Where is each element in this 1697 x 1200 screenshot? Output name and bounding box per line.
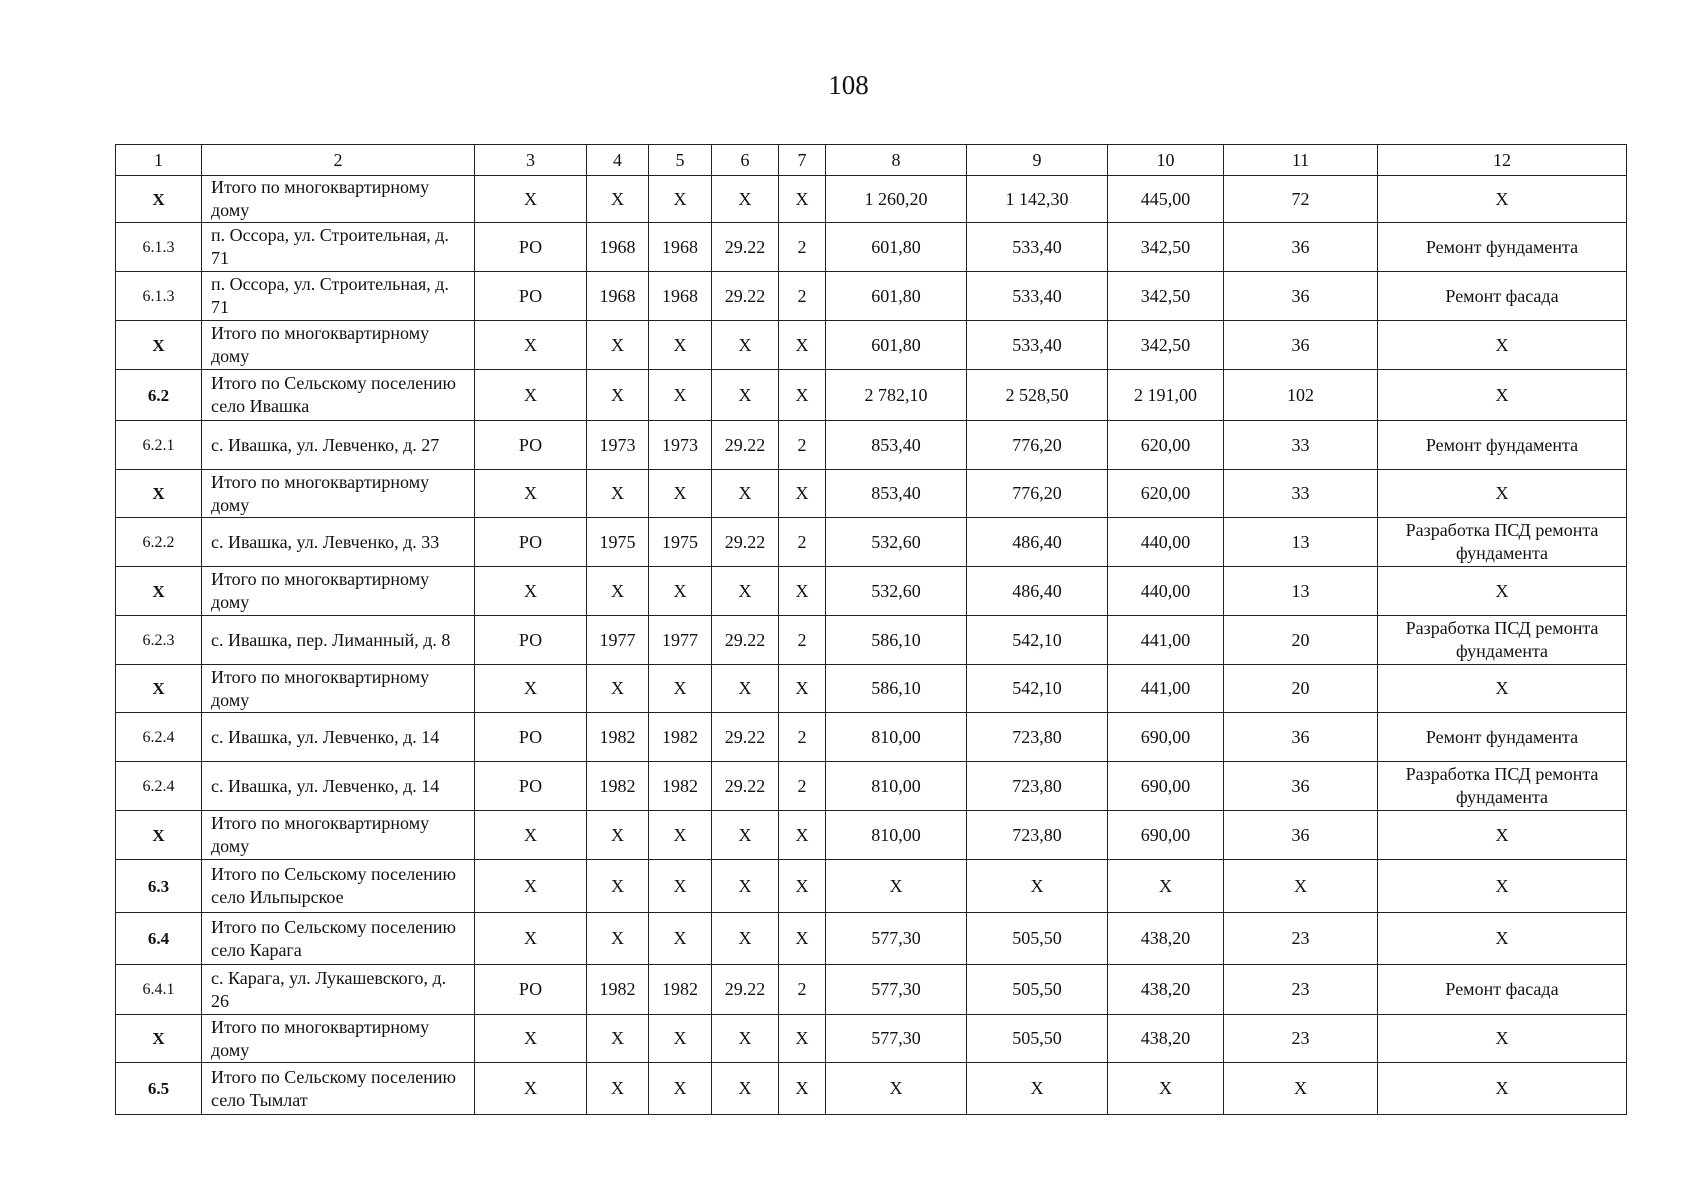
housing-repair-table	[115, 144, 1627, 1115]
table-cell: Х	[475, 567, 587, 616]
table-cell: 1982	[649, 762, 712, 811]
table-cell: 2	[779, 518, 826, 567]
table-cell: Х	[475, 811, 587, 860]
column-number-cell: 4	[587, 145, 649, 176]
table-cell: РО	[475, 616, 587, 665]
table-cell: Х	[649, 665, 712, 713]
table-cell: Х	[1224, 860, 1378, 913]
row-number-cell: 6.2	[116, 370, 202, 421]
table-cell: 505,50	[967, 913, 1108, 965]
table-cell: 532,60	[826, 518, 967, 567]
column-number-cell: 5	[649, 145, 712, 176]
address-cell: с. Ивашка, ул. Левченко, д. 27	[202, 421, 475, 470]
table-cell: 29.22	[712, 223, 779, 272]
table-cell: 853,40	[826, 421, 967, 470]
address-cell: с. Карага, ул. Лукашевского, д. 26	[202, 965, 475, 1015]
table-cell: 29.22	[712, 616, 779, 665]
table-row	[116, 713, 1627, 762]
table-cell: Х	[649, 370, 712, 421]
table-cell: 577,30	[826, 913, 967, 965]
table-cell: РО	[475, 965, 587, 1015]
table-cell: 486,40	[967, 567, 1108, 616]
address-cell: п. Оссора, ул. Строительная, д. 71	[202, 223, 475, 272]
table-cell: Х	[649, 1063, 712, 1115]
table-cell: Х	[649, 913, 712, 965]
table-cell: РО	[475, 272, 587, 321]
table-cell: Разработка ПСД ремонта фундамента	[1378, 518, 1627, 567]
address-cell: Итого по многоквартирному дому	[202, 811, 475, 860]
table-cell: 533,40	[967, 321, 1108, 370]
table-cell: Ремонт фундамента	[1378, 421, 1627, 470]
table-cell: 438,20	[1108, 913, 1224, 965]
table-cell: 13	[1224, 567, 1378, 616]
column-number-row	[116, 145, 1627, 176]
table-cell: Х	[1378, 913, 1627, 965]
table-cell: 20	[1224, 616, 1378, 665]
table-cell: Х	[1378, 321, 1627, 370]
address-cell: с. Ивашка, ул. Левченко, д. 14	[202, 713, 475, 762]
row-number-cell: 6.4.1	[116, 965, 202, 1015]
row-number-cell: Х	[116, 567, 202, 616]
table-row	[116, 860, 1627, 913]
address-cell: Итого по Сельскому поселению село Ивашка	[202, 370, 475, 421]
table-cell: 440,00	[1108, 518, 1224, 567]
table-cell: 36	[1224, 713, 1378, 762]
table-cell: Х	[712, 470, 779, 518]
table-cell: 723,80	[967, 811, 1108, 860]
table-cell: Х	[712, 1015, 779, 1063]
row-number-cell: 6.2.4	[116, 762, 202, 811]
table-cell: 690,00	[1108, 713, 1224, 762]
table-cell: 36	[1224, 272, 1378, 321]
table-cell: 2	[779, 616, 826, 665]
table-cell: Ремонт фасада	[1378, 272, 1627, 321]
table-cell: Х	[587, 370, 649, 421]
table-cell: 1973	[649, 421, 712, 470]
table-row	[116, 518, 1627, 567]
table-cell: 2	[779, 965, 826, 1015]
table-cell: 23	[1224, 965, 1378, 1015]
row-number-cell: 6.2.4	[116, 713, 202, 762]
table-cell: 853,40	[826, 470, 967, 518]
table-cell: Х	[587, 470, 649, 518]
table-cell: Ремонт фасада	[1378, 965, 1627, 1015]
table-cell: Х	[779, 176, 826, 223]
address-cell: Итого по Сельскому поселению село Ильпырское	[202, 860, 475, 913]
table-cell: Х	[475, 860, 587, 913]
table-cell: 505,50	[967, 1015, 1108, 1063]
table-cell: Х	[779, 470, 826, 518]
table-cell: Х	[712, 860, 779, 913]
table-cell: РО	[475, 421, 587, 470]
address-cell: Итого по многоквартирному дому	[202, 470, 475, 518]
table-cell: 533,40	[967, 223, 1108, 272]
table-cell: 810,00	[826, 713, 967, 762]
table-cell: Х	[779, 321, 826, 370]
table-row	[116, 1063, 1627, 1115]
table-cell: 2	[779, 223, 826, 272]
row-number-cell: Х	[116, 321, 202, 370]
row-number-cell: Х	[116, 1015, 202, 1063]
address-cell: Итого по многоквартирному дому	[202, 665, 475, 713]
table-cell: Х	[475, 176, 587, 223]
table-cell: 577,30	[826, 1015, 967, 1063]
row-number-cell: 6.2.1	[116, 421, 202, 470]
column-number-cell: 8	[826, 145, 967, 176]
table-cell: 723,80	[967, 762, 1108, 811]
table-row	[116, 223, 1627, 272]
address-cell: с. Ивашка, ул. Левченко, д. 33	[202, 518, 475, 567]
table-cell: 1982	[587, 762, 649, 811]
table-cell: Х	[587, 176, 649, 223]
table-cell: Х	[826, 1063, 967, 1115]
table-cell: 533,40	[967, 272, 1108, 321]
table-cell: РО	[475, 518, 587, 567]
table-cell: Х	[826, 860, 967, 913]
table-row	[116, 665, 1627, 713]
table-cell: Х	[712, 913, 779, 965]
table-cell: 29.22	[712, 762, 779, 811]
table-cell: 1975	[587, 518, 649, 567]
table-body	[116, 145, 1627, 1115]
table-cell: Х	[649, 567, 712, 616]
column-number-cell: 9	[967, 145, 1108, 176]
table-cell: 2 782,10	[826, 370, 967, 421]
table-cell: 2 191,00	[1108, 370, 1224, 421]
table-cell: 620,00	[1108, 421, 1224, 470]
table-cell: 441,00	[1108, 665, 1224, 713]
table-cell: 2 528,50	[967, 370, 1108, 421]
table-cell: 601,80	[826, 321, 967, 370]
table-cell: 36	[1224, 762, 1378, 811]
table-row	[116, 567, 1627, 616]
table-row	[116, 370, 1627, 421]
table-cell: 1982	[587, 965, 649, 1015]
column-number-cell: 2	[202, 145, 475, 176]
table-row	[116, 470, 1627, 518]
table-cell: 29.22	[712, 713, 779, 762]
table-cell: 438,20	[1108, 965, 1224, 1015]
table-cell: 486,40	[967, 518, 1108, 567]
table-cell: РО	[475, 223, 587, 272]
table-cell: 1968	[649, 223, 712, 272]
address-cell: Итого по многоквартирному дому	[202, 1015, 475, 1063]
table-cell: Ремонт фундамента	[1378, 223, 1627, 272]
table-cell: 1977	[649, 616, 712, 665]
table-cell: 29.22	[712, 272, 779, 321]
table-cell: 542,10	[967, 665, 1108, 713]
table-cell: Х	[587, 1063, 649, 1115]
table-cell: Х	[1378, 1015, 1627, 1063]
address-cell: с. Ивашка, пер. Лиманный, д. 8	[202, 616, 475, 665]
table-cell: 36	[1224, 223, 1378, 272]
table-cell: 1 142,30	[967, 176, 1108, 223]
address-cell: Итого по Сельскому поселению село Карага	[202, 913, 475, 965]
table-cell: 1982	[649, 713, 712, 762]
address-cell: Итого по многоквартирному дому	[202, 567, 475, 616]
table-cell: Х	[1224, 1063, 1378, 1115]
table-cell: Х	[475, 470, 587, 518]
table-cell: Х	[649, 321, 712, 370]
table-cell: Х	[587, 1015, 649, 1063]
table-row	[116, 762, 1627, 811]
table-cell: Х	[587, 321, 649, 370]
table-cell: Х	[712, 567, 779, 616]
table-cell: Х	[712, 370, 779, 421]
table-cell: 440,00	[1108, 567, 1224, 616]
address-cell: Итого по многоквартирному дому	[202, 321, 475, 370]
table-cell: Х	[587, 913, 649, 965]
row-number-cell: Х	[116, 176, 202, 223]
column-number-cell: 7	[779, 145, 826, 176]
table-cell: Х	[779, 913, 826, 965]
column-number-cell: 12	[1378, 145, 1627, 176]
table-cell: Х	[712, 176, 779, 223]
table-cell: Х	[1378, 567, 1627, 616]
table-cell: 33	[1224, 421, 1378, 470]
table-cell: Х	[779, 811, 826, 860]
row-number-cell: 6.1.3	[116, 223, 202, 272]
table-cell: 2	[779, 713, 826, 762]
table-cell: 1973	[587, 421, 649, 470]
table-cell: 20	[1224, 665, 1378, 713]
row-number-cell: 6.3	[116, 860, 202, 913]
table-cell: Х	[712, 811, 779, 860]
table-cell: 810,00	[826, 762, 967, 811]
table-cell: 620,00	[1108, 470, 1224, 518]
table-cell: Х	[475, 321, 587, 370]
table-cell: 445,00	[1108, 176, 1224, 223]
table-cell: 1968	[587, 223, 649, 272]
table-cell: 72	[1224, 176, 1378, 223]
table-cell: 29.22	[712, 421, 779, 470]
table-cell: Х	[712, 1063, 779, 1115]
table-cell: 1968	[649, 272, 712, 321]
table-cell: 1982	[587, 713, 649, 762]
table-cell: Х	[587, 860, 649, 913]
table-cell: Х	[1378, 176, 1627, 223]
table-row	[116, 272, 1627, 321]
page-number: 108	[828, 70, 869, 100]
table-cell: Х	[475, 1015, 587, 1063]
table-cell: Х	[649, 176, 712, 223]
table-cell: 542,10	[967, 616, 1108, 665]
table-cell: Х	[967, 860, 1108, 913]
table-cell: 690,00	[1108, 762, 1224, 811]
table-cell: 33	[1224, 470, 1378, 518]
table-cell: Х	[779, 665, 826, 713]
table-cell: Х	[649, 860, 712, 913]
table-cell: 29.22	[712, 965, 779, 1015]
table-cell: 776,20	[967, 421, 1108, 470]
column-number-cell: 3	[475, 145, 587, 176]
table-cell: Ремонт фундамента	[1378, 713, 1627, 762]
table-cell: 342,50	[1108, 321, 1224, 370]
table-cell: 601,80	[826, 223, 967, 272]
table-cell: 342,50	[1108, 272, 1224, 321]
row-number-cell: 6.2.3	[116, 616, 202, 665]
table-cell: РО	[475, 713, 587, 762]
table-cell: Х	[649, 1015, 712, 1063]
table-cell: 532,60	[826, 567, 967, 616]
row-number-cell: Х	[116, 470, 202, 518]
column-number-cell: 6	[712, 145, 779, 176]
address-cell: Итого по Сельскому поселению село Тымлат	[202, 1063, 475, 1115]
row-number-cell: 6.1.3	[116, 272, 202, 321]
table-cell: 690,00	[1108, 811, 1224, 860]
row-number-cell: 6.5	[116, 1063, 202, 1115]
table-cell: Х	[1378, 860, 1627, 913]
table-cell: 2	[779, 421, 826, 470]
address-cell: п. Оссора, ул. Строительная, д. 71	[202, 272, 475, 321]
table-cell: Х	[967, 1063, 1108, 1115]
table-row	[116, 321, 1627, 370]
table-cell: 1968	[587, 272, 649, 321]
table-cell: Х	[712, 321, 779, 370]
table-cell: Х	[1378, 1063, 1627, 1115]
table-cell: 1977	[587, 616, 649, 665]
table-cell: 601,80	[826, 272, 967, 321]
table-cell: Х	[779, 567, 826, 616]
table-cell: 1982	[649, 965, 712, 1015]
table-cell: Х	[475, 913, 587, 965]
column-number-cell: 10	[1108, 145, 1224, 176]
table-cell: Х	[649, 470, 712, 518]
table-row	[116, 913, 1627, 965]
table-cell: 577,30	[826, 965, 967, 1015]
address-cell: Итого по многоквартирному дому	[202, 176, 475, 223]
table-cell: Х	[1378, 811, 1627, 860]
table-cell: 505,50	[967, 965, 1108, 1015]
table-cell: 13	[1224, 518, 1378, 567]
table-cell: Х	[779, 370, 826, 421]
table-cell: Х	[779, 860, 826, 913]
table-cell: 1975	[649, 518, 712, 567]
column-number-cell: 1	[116, 145, 202, 176]
table-cell: Х	[1378, 470, 1627, 518]
address-cell: с. Ивашка, ул. Левченко, д. 14	[202, 762, 475, 811]
table-cell: Х	[475, 1063, 587, 1115]
table-cell: 441,00	[1108, 616, 1224, 665]
table-cell: Х	[1108, 1063, 1224, 1115]
table-cell: Х	[1378, 665, 1627, 713]
table-cell: 586,10	[826, 665, 967, 713]
table-row	[116, 965, 1627, 1015]
table-row	[116, 1015, 1627, 1063]
table-cell: Х	[779, 1063, 826, 1115]
column-number-cell: 11	[1224, 145, 1378, 176]
table-row	[116, 616, 1627, 665]
table-cell: 586,10	[826, 616, 967, 665]
table-cell: 23	[1224, 913, 1378, 965]
table-cell: Х	[587, 811, 649, 860]
table-cell: Х	[1378, 370, 1627, 421]
table-cell: 36	[1224, 321, 1378, 370]
table-cell: 36	[1224, 811, 1378, 860]
row-number-cell: 6.4	[116, 913, 202, 965]
table-row	[116, 811, 1627, 860]
table-cell: Х	[712, 665, 779, 713]
table-row	[116, 176, 1627, 223]
table-cell: Х	[475, 370, 587, 421]
row-number-cell: 6.2.2	[116, 518, 202, 567]
table-row	[116, 421, 1627, 470]
table-cell: Разработка ПСД ремонта фундамента	[1378, 616, 1627, 665]
table-cell: 2	[779, 272, 826, 321]
table-cell: РО	[475, 762, 587, 811]
table-cell: 723,80	[967, 713, 1108, 762]
table-cell: 29.22	[712, 518, 779, 567]
table-cell: Х	[475, 665, 587, 713]
table-cell: 810,00	[826, 811, 967, 860]
table-cell: Х	[649, 811, 712, 860]
table-cell: 23	[1224, 1015, 1378, 1063]
table-cell: Х	[1108, 860, 1224, 913]
table-cell: Х	[587, 567, 649, 616]
table-cell: 2	[779, 762, 826, 811]
table-cell: 102	[1224, 370, 1378, 421]
table-cell: 342,50	[1108, 223, 1224, 272]
table-cell: Х	[587, 665, 649, 713]
table-cell: 438,20	[1108, 1015, 1224, 1063]
table-cell: Х	[779, 1015, 826, 1063]
table-cell: Разработка ПСД ремонта фундамента	[1378, 762, 1627, 811]
row-number-cell: Х	[116, 811, 202, 860]
table-cell: 776,20	[967, 470, 1108, 518]
table-cell: 1 260,20	[826, 176, 967, 223]
row-number-cell: Х	[116, 665, 202, 713]
